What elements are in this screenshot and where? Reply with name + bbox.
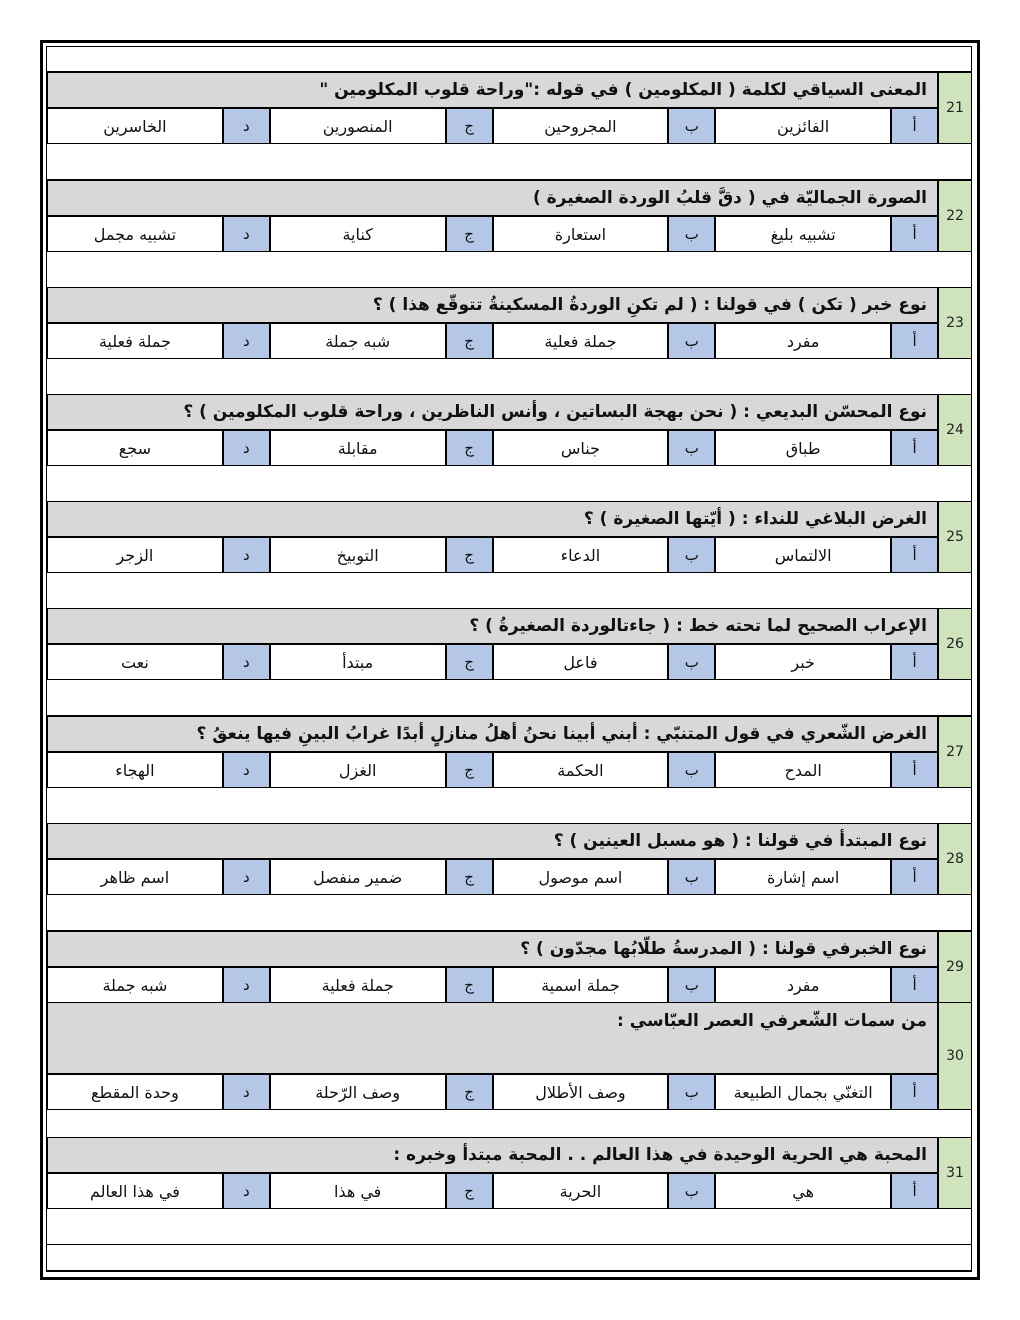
spacer-row [47, 1209, 972, 1245]
answer-options-row [47, 108, 938, 144]
answer-option[interactable]: وحدة المقطع [47, 1074, 223, 1110]
question-number: 22 [938, 180, 972, 252]
question-stem: المحبة هي الحرية الوحيدة في هذا العالم . . المحبة مبتدأ وخبره : [47, 1137, 938, 1173]
question-number: 24 [938, 394, 972, 466]
option-letter: ج [446, 108, 493, 144]
question-stem: الغرض الشّعري في قول المتنبّي : أبني أبينا نحنُ أهلُ منازلٍ أبدًا غرابُ البينِ فيها ينعقُ ؟ [47, 716, 938, 752]
question-stem: من سمات الشّعرفي العصر العبّاسي : [47, 1002, 938, 1074]
option-letter: ج [446, 1173, 493, 1209]
option-letter: د [223, 323, 270, 359]
answer-option[interactable]: طباق [715, 430, 891, 466]
question-number: 30 [938, 1002, 972, 1110]
answer-option[interactable]: الحكمة [493, 752, 669, 788]
answer-option[interactable]: الفائزين [715, 108, 891, 144]
answer-option[interactable]: مقابلة [270, 430, 446, 466]
spacer-row [47, 895, 972, 931]
option-letter: ب [668, 644, 715, 680]
spacer-row [47, 46, 972, 72]
question-stem: الصورة الجماليّة في ( دقَّ قلبُ الوردة الصغيرة ) [47, 180, 938, 216]
answer-option[interactable]: في هذا العالم [47, 1173, 223, 1209]
answer-option[interactable]: وصف الرّحلة [270, 1074, 446, 1110]
question-number: 31 [938, 1137, 972, 1209]
answer-option[interactable]: الزجر [47, 537, 223, 573]
answer-options-row [47, 1074, 938, 1110]
option-letter: ج [446, 967, 493, 1003]
answer-option[interactable]: الهجاء [47, 752, 223, 788]
question-number: 21 [938, 72, 972, 144]
answer-options-row [47, 644, 938, 680]
answer-option[interactable]: الحرية [493, 1173, 669, 1209]
answer-option[interactable]: جملة فعلية [493, 323, 669, 359]
question-stem: الغرض البلاغي للنداء : ( أيّتها الصغيرة ) ؟ [47, 501, 938, 537]
option-letter: ب [668, 323, 715, 359]
answer-option[interactable]: هي [715, 1173, 891, 1209]
answer-option[interactable]: كناية [270, 216, 446, 252]
option-letter: أ [891, 323, 938, 359]
answer-option[interactable]: شبه جملة [47, 967, 223, 1003]
answer-option[interactable]: التغنّي بجمال الطبيعة [715, 1074, 891, 1110]
option-letter: د [223, 430, 270, 466]
answer-option[interactable]: جملة فعلية [270, 967, 446, 1003]
answer-option[interactable]: الالتماس [715, 537, 891, 573]
answer-options-row [47, 537, 938, 573]
option-letter: ب [668, 108, 715, 144]
question-number: 27 [938, 716, 972, 788]
option-letter: أ [891, 430, 938, 466]
question-stem: نوع المبتدأ في قولنا : ( هو مسبل العينين ) ؟ [47, 823, 938, 859]
option-letter: ب [668, 430, 715, 466]
option-letter: أ [891, 1074, 938, 1110]
answer-options-row [47, 752, 938, 788]
option-letter: أ [891, 752, 938, 788]
spacer-row [47, 359, 972, 395]
answer-option[interactable]: جملة فعلية [47, 323, 223, 359]
answer-option[interactable]: التوبيخ [270, 537, 446, 573]
spacer-row [47, 144, 972, 180]
option-letter: د [223, 752, 270, 788]
question-stem: المعنى السياقي لكلمة ( المكلومين ) في قوله :"وراحة قلوب المكلومين " [47, 72, 938, 108]
option-letter: ب [668, 967, 715, 1003]
answer-options-row [47, 967, 938, 1003]
spacer-row [47, 1245, 972, 1271]
option-letter: ج [446, 752, 493, 788]
spacer-row [47, 252, 972, 288]
answer-option[interactable]: اسم موصول [493, 859, 669, 895]
option-letter: أ [891, 859, 938, 895]
answer-option[interactable]: الدعاء [493, 537, 669, 573]
answer-option[interactable]: مفرد [715, 967, 891, 1003]
option-letter: ب [668, 537, 715, 573]
option-letter: ج [446, 1074, 493, 1110]
answer-option[interactable]: المنصورين [270, 108, 446, 144]
answer-option[interactable]: شبه جملة [270, 323, 446, 359]
spacer-row [47, 788, 972, 824]
question-number: 23 [938, 287, 972, 359]
answer-options-row [47, 323, 938, 359]
answer-option[interactable]: جناس [493, 430, 669, 466]
question-number: 25 [938, 501, 972, 573]
answer-options-row [47, 859, 938, 895]
option-letter: أ [891, 216, 938, 252]
answer-options-row [47, 216, 938, 252]
option-letter: ب [668, 216, 715, 252]
question-number: 28 [938, 823, 972, 895]
answer-option[interactable]: نعت [47, 644, 223, 680]
answer-option[interactable]: الغزل [270, 752, 446, 788]
option-letter: ب [668, 859, 715, 895]
option-letter: د [223, 859, 270, 895]
option-letter: أ [891, 1173, 938, 1209]
option-letter: أ [891, 644, 938, 680]
answer-option[interactable]: المجروحين [493, 108, 669, 144]
answer-option[interactable]: اسم إشارة [715, 859, 891, 895]
question-stem: الإعراب الصحيح لما تحته خط : ( جاءتالوردة الصغيرةُ ) ؟ [47, 608, 938, 644]
option-letter: ب [668, 1074, 715, 1110]
option-letter: ب [668, 752, 715, 788]
answer-option[interactable]: اسم ظاهر [47, 859, 223, 895]
option-letter: أ [891, 537, 938, 573]
answer-option[interactable]: مبتدأ [270, 644, 446, 680]
option-letter: ج [446, 859, 493, 895]
option-letter: ج [446, 216, 493, 252]
spacer-row [47, 466, 972, 502]
answer-options-row [47, 1173, 938, 1209]
option-letter: د [223, 644, 270, 680]
answer-option[interactable]: سجع [47, 430, 223, 466]
question-stem: نوع المحسّن البديعي : ( نحن بهجة البساتين ، وأنس الناظرين ، وراحة قلوب المكلومين ) ؟ [47, 394, 938, 430]
option-letter: أ [891, 108, 938, 144]
option-letter: ج [446, 537, 493, 573]
answer-option[interactable]: فاعل [493, 644, 669, 680]
answer-option[interactable]: خبر [715, 644, 891, 680]
option-letter: د [223, 967, 270, 1003]
answer-option[interactable]: الخاسرين [47, 108, 223, 144]
option-letter: د [223, 537, 270, 573]
answer-option[interactable]: تشبيه بليغ [715, 216, 891, 252]
option-letter: د [223, 1173, 270, 1209]
answer-option[interactable]: المدح [715, 752, 891, 788]
question-number: 29 [938, 931, 972, 1003]
answer-option[interactable]: ضمير منفصل [270, 859, 446, 895]
answer-option[interactable]: استعارة [493, 216, 669, 252]
answer-option[interactable]: جملة اسمية [493, 967, 669, 1003]
question-stem: نوع الخبرفي قولنا : ( المدرسةُ طلّابُها مجدّون ) ؟ [47, 931, 938, 967]
answer-option[interactable]: مفرد [715, 323, 891, 359]
option-letter: ج [446, 323, 493, 359]
question-stem: نوع خبر ( تكن ) في قولنا : ( لم تكنِ الوردةُ المسكينةُ تتوقّع هذا ) ؟ [47, 287, 938, 323]
option-letter: ب [668, 1173, 715, 1209]
option-letter: أ [891, 967, 938, 1003]
answer-option[interactable]: في هذا [270, 1173, 446, 1209]
option-letter: ج [446, 644, 493, 680]
answer-option[interactable]: وصف الأطلال [493, 1074, 669, 1110]
option-letter: ج [446, 430, 493, 466]
option-letter: د [223, 108, 270, 144]
answer-options-row [47, 430, 938, 466]
option-letter: د [223, 216, 270, 252]
spacer-row [47, 573, 972, 609]
option-letter: د [223, 1074, 270, 1110]
question-number: 26 [938, 608, 972, 680]
spacer-row [47, 680, 972, 716]
answer-option[interactable]: تشبيه مجمل [47, 216, 223, 252]
